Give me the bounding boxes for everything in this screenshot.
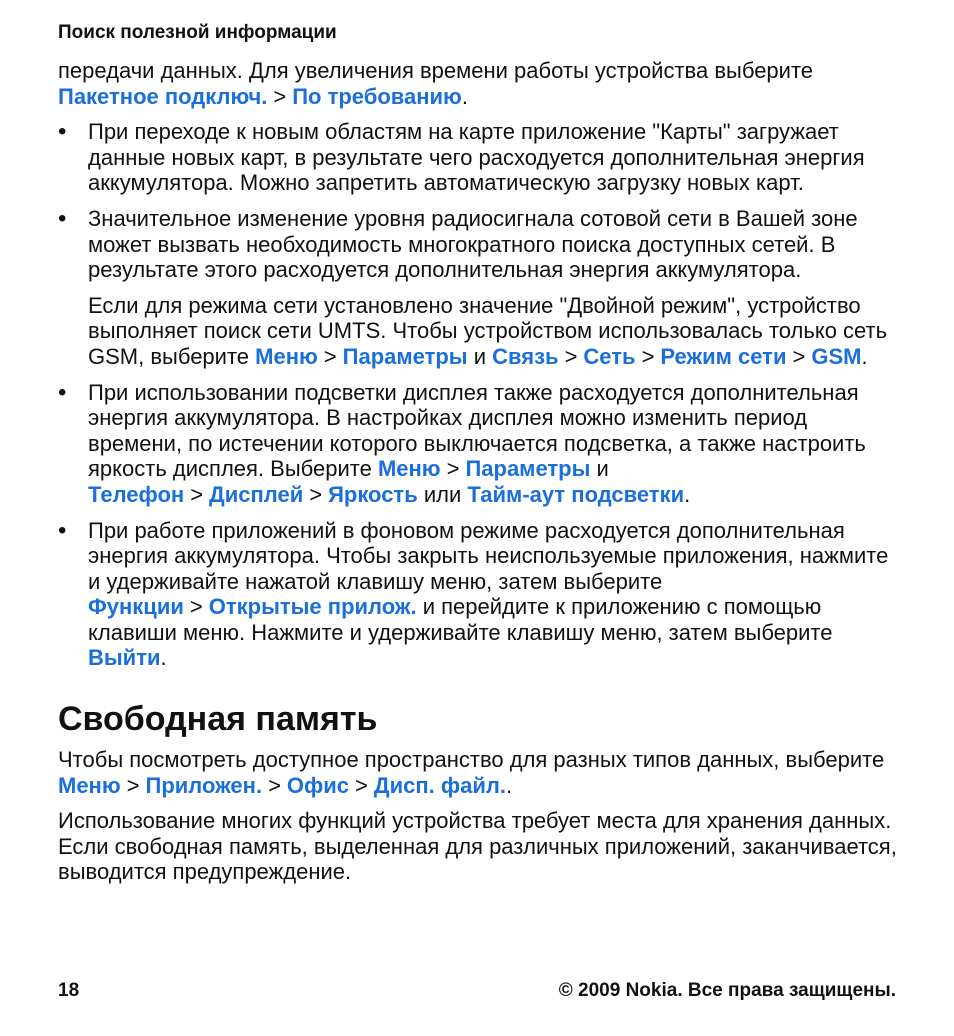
separator: > xyxy=(273,83,287,109)
copyright: © 2009 Nokia. Все права защищены. xyxy=(558,980,896,1001)
link-gsm[interactable]: GSM xyxy=(811,343,862,369)
link-brightness[interactable]: Яркость xyxy=(328,481,418,507)
link-network-mode[interactable]: Режим сети xyxy=(660,343,787,369)
link-menu[interactable]: Меню xyxy=(255,343,318,369)
bullet-list xyxy=(58,119,900,671)
bullet-text: Значительное изменение уровня радиосигнала сотовой сети в Вашей зоне может вызвать необходимость многократного поиска доступных сетей. В результате этого расходуется дополнительная энергия аккумулятора. xyxy=(88,205,858,283)
storage-paragraph: Использование многих функций устройства требует места для хранения данных. Если свободная память, выделенная для различных приложений, заканчивается, выводится предупреждение. xyxy=(58,808,897,885)
link-display[interactable]: Дисплей xyxy=(209,481,304,507)
free-memory-paragraph: Чтобы посмотреть доступное пространство для разных типов данных, выберите Меню > Приложен. > Офис > Дисп. файл.. xyxy=(58,747,885,798)
link-menu[interactable]: Меню xyxy=(58,772,121,798)
link-settings[interactable]: Параметры xyxy=(342,343,468,369)
link-office[interactable]: Офис xyxy=(286,772,350,798)
document-body xyxy=(58,58,900,895)
link-backlight-timeout[interactable]: Тайм-аут подсветки xyxy=(467,481,685,507)
link-packet-connection[interactable]: Пакетное подключ. xyxy=(58,83,268,109)
intro-text: передачи данных. Для увеличения времени работы устройства выберите xyxy=(58,58,814,83)
network-mode-paragraph: Если для режима сети установлено значение "Двойной режим", устройство выполняет поиск сети UMTS. Чтобы устройством использовалась только сеть GSM, выберите Меню > Параметры и Связь > Сеть > Режим сети > GSM. xyxy=(88,292,888,369)
page-number: 18 xyxy=(58,980,80,1001)
link-open-apps[interactable]: Открытые прилож. xyxy=(208,594,417,620)
link-phone[interactable]: Телефон xyxy=(88,481,185,507)
bullet-backlight: • При использовании подсветки дисплея также расходуется дополнительная энергия аккумулятора. В настройках дисплея можно изменить период времени, по истечении которого выключается подсветка, а также настроить яркость дисплея. Выберите Меню > Параметры и Телефон > Дисплей > Яркость или Тайм-аут подсветки. xyxy=(58,380,900,508)
link-applications[interactable]: Приложен. xyxy=(145,772,263,798)
section-title: Свободная память xyxy=(58,700,378,739)
link-functions[interactable]: Функции xyxy=(88,594,184,620)
link-file-manager[interactable]: Дисп. файл. xyxy=(373,772,506,798)
bullet-text: При использовании подсветки дисплея также расходуется дополнительная энергия аккумулятора. В настройках дисплея можно изменить период времени, по истечении которого выключается подсветка, а также настроить яркость дисплея. Выберите xyxy=(88,379,866,482)
intro-paragraph: передачи данных. Для увеличения времени работы устройства выберите Пакетное подключ. > По требованию. xyxy=(58,58,814,109)
link-exit[interactable]: Выйти xyxy=(88,645,161,671)
link-connection[interactable]: Связь xyxy=(492,343,559,369)
bullet-background-apps: • При работе приложений в фоновом режиме расходуется дополнительная энергия аккумулятора. Чтобы закрыть неиспользуемые приложения, нажмите и удерживайте нажатой клавишу меню, затем выберите Функции > Открытые прилож. и перейдите к приложению с помощью клавиши меню. Нажмите и удерживайте клавишу меню, затем выберите Выйти. xyxy=(58,518,900,672)
bullet-text: При переходе к новым областям на карте приложение "Карты" загружает данные новых карт, в результате чего расходуется дополнительная энергия аккумулятора. Можно запретить автоматическую загрузку новых карт. xyxy=(88,119,865,196)
link-network[interactable]: Сеть xyxy=(583,343,636,369)
page-header: Поиск полезной информации xyxy=(58,22,337,43)
link-menu[interactable]: Меню xyxy=(377,456,441,482)
bullet-text: При работе приложений в фоновом режиме расходуется дополнительная энергия аккумулятора. Чтобы закрыть неиспользуемые приложения, нажмите и удерживайте нажатой клавишу меню, затем выберите xyxy=(88,517,889,594)
link-settings[interactable]: Параметры xyxy=(465,456,591,482)
bullet-maps xyxy=(58,119,900,196)
link-on-demand[interactable]: По требованию xyxy=(292,83,462,109)
bullet-network-signal xyxy=(58,206,900,370)
